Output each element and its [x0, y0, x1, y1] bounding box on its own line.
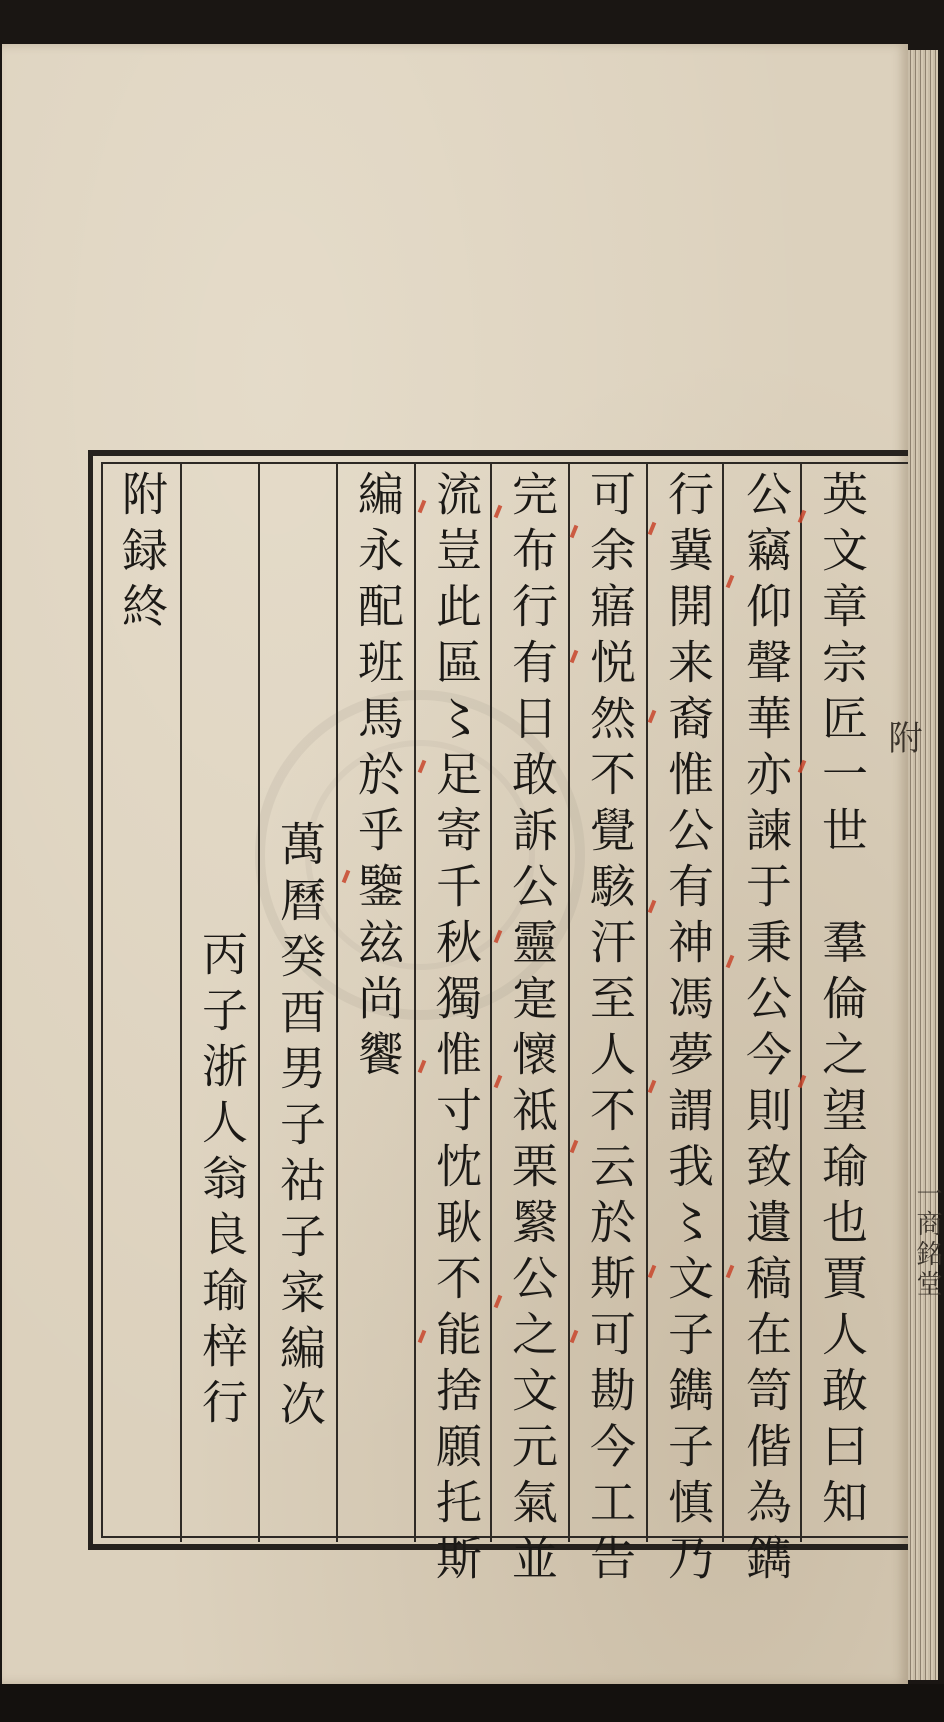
page-edges — [908, 50, 938, 1680]
scan-bottom-band — [0, 1684, 944, 1722]
text-column-4: 可余寤悦然不覺駭汗至人不云於斯可勘今工告 — [583, 470, 637, 1590]
column-rule — [646, 462, 648, 1542]
column-rule — [490, 462, 492, 1542]
column-rule — [414, 462, 416, 1542]
column-rule — [722, 462, 724, 1542]
column-rule — [336, 462, 338, 1542]
text-column-5: 完布行有日敢訴公靈寔懷祗栗繄公之文元氣並 — [505, 470, 559, 1590]
text-column-1: 英文章宗匠一世 羣倫之望瑜也賈人敢曰知 — [815, 470, 869, 1534]
column-rule — [568, 462, 570, 1542]
text-column-7: 編永配班馬於乎鑒玆尚饗 — [351, 470, 405, 1086]
text-column-2: 公竊仰聲華亦諫于秉公今則致遺稿在笥偕為鐫 — [739, 470, 793, 1590]
text-column-6: 流豈此區〻足寄千秋獨惟寸忱耿不能捨願托斯 — [429, 470, 483, 1590]
colophon-line-2: 丙子浙人翁良瑜梓行 — [195, 930, 249, 1434]
colophon-line-1: 萬曆癸酉男子祜子寀編次 — [273, 820, 327, 1436]
fold-text: 一商銘堂 — [912, 1180, 942, 1300]
column-rule — [258, 462, 260, 1542]
appendix-end-label: 附録終 — [115, 470, 169, 638]
text-column-3: 行冀開来裔惟公有神馮夢謂我〻文子鐫子慎乃 — [661, 470, 715, 1590]
column-rule — [180, 462, 182, 1542]
column-rule — [800, 462, 802, 1542]
fold-mark: 附 — [882, 720, 922, 764]
